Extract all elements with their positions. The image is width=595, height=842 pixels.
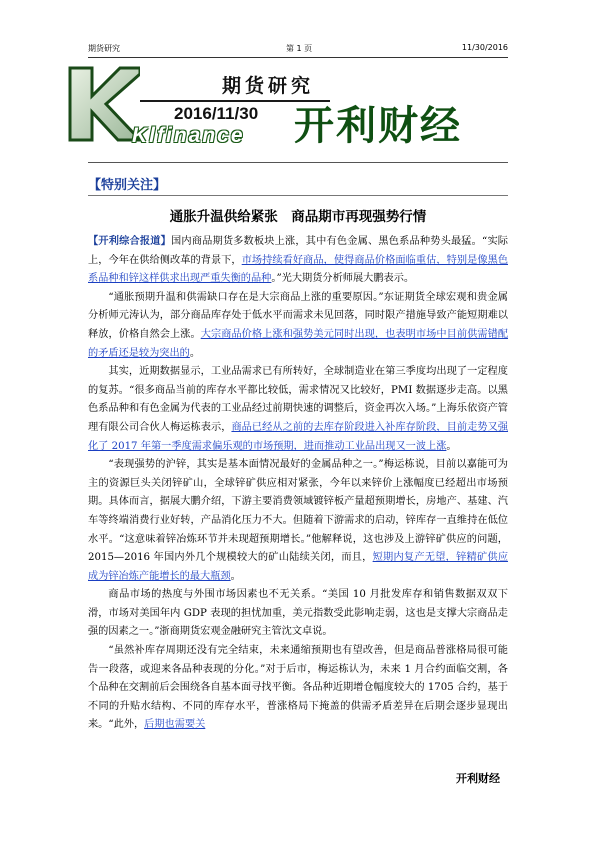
paragraph-text: “表现强势的沪锌，其实是基本面情况最好的金属品种之一。”梅运栋说，目前以嘉能可为主的资源巨头关闭锌矿山，全球锌矿供应相对紧张，今年以来锌价上涨幅度已经超出市场预期。具体而言，据展大鹏介绍，下游主要消费领域镀锌板产量超预期增长，房地产、基建、汽车等终端消费行业好转，产品消化压力不大。但随着下游需求的启动，锌库存一直维持在低位水平。“这意味着锌冶炼环节并未现超预期增长。”他解释说，这也涉及上游锌矿供应的问题，2015—2016 年国内外几个规模较大的矿山陆续关闭，而且， <box>88 459 508 564</box>
brand-english-name: Klfinance <box>132 124 245 147</box>
article-title: 通胀升温供给紧张 商品期市再现强势行情 <box>169 209 427 225</box>
header-divider <box>88 57 508 58</box>
section-label: 【特别关注】 <box>88 178 167 193</box>
article-paragraph <box>88 456 508 586</box>
article-paragraph <box>88 363 508 456</box>
highlighted-link-text[interactable]: 商品已经从之前的去库存阶段进入补库存阶段，目前走势又强化了 2017 年第一季度需求偏乐观的市场预期，进而推动工业品出现又一波上涨 <box>88 421 509 452</box>
header-date: 11/30/2016 <box>461 43 508 52</box>
highlighted-link-text[interactable]: 市场持续看好商品，使得商品价格面临重估，特别是像黑色系品种和锌这样供求出现严重失衡的品种 <box>88 254 509 285</box>
running-header <box>88 43 508 57</box>
highlighted-link-text[interactable]: 大宗商品价格上涨和强势美元同时出现，也表明市场中目前供需错配的矛盾还是较为突出的 <box>88 328 509 359</box>
footer-brand: 开利财经 <box>456 772 500 785</box>
article-paragraph <box>88 642 508 735</box>
section-divider <box>88 195 508 196</box>
article-paragraph <box>88 289 508 363</box>
highlighted-link-text[interactable]: 短期内复产无望，锌精矿供应成为锌冶炼产能增长的最大瓶颈 <box>88 552 509 582</box>
paragraph-text: 其实，近期数据显示，工业品需求已有所转好，全球制造业在第三季度均出现了一定程度的复苏。“很多商品当前的库存水平都比较低，需求情况又比较好，PMI 数据逐步走高。以黑色系品种和有色金属为代表的工业品经过前期快速的调整后，资金再次入场。”上海乐依资产管理有限公司合伙人梅运栋表示， <box>88 366 508 433</box>
article-body <box>88 232 508 735</box>
masthead-divider <box>88 162 508 163</box>
k-logo-icon <box>66 66 140 144</box>
paragraph-text: 。 <box>446 440 457 452</box>
brand-main-title: 开利财经 <box>294 103 462 149</box>
paragraph-text: “虽然补库存周期还没有完全结束，未来通缩预期也有望改善，但是商品普涨格局很可能告一段落，或迎来各品种表现的分化。”对于后市，梅运栋认为，未来 1 月合约面临交割，各个品种在交割前后会围绕各自基本面寻找平衡。各品种近期增仓幅度较大的 1705 合约，基于不同的升贴水结构、不同的库存水平，普涨格局下掩盖的供需矛盾差异在后期会逐步显现出来。“此外， <box>88 645 508 731</box>
paragraph-text: 。 <box>230 570 241 582</box>
brand-chinese-subtitle: 期货研究 <box>222 75 315 97</box>
article-paragraph <box>88 586 508 642</box>
paragraph-text: 。 <box>189 347 201 359</box>
paragraph-text: 商品市场的热度与外围市场因素也不无关系。“美国 10 月批发库存和销售数据双双下滑，市场对美国年内 GDP 表现的担忧加重，美元指数受此影响走弱，这也是支撑大宗商品走强的因素之一。”浙商期货宏观金融研究主管沈文卓说。 <box>88 589 508 638</box>
header-page-number: 第 1 页 <box>286 44 313 53</box>
header-left: 期货研究 <box>88 44 120 53</box>
issue-date: 2016/11/30 <box>174 104 259 123</box>
paragraph-text: 国内商品期货多数板块上涨，其中有色金属、黑色系品种势头最猛。“实际上，今年在供给侧改革的背景下， <box>88 236 508 266</box>
paragraph-text: 。”光大期货分析师展大鹏表示。 <box>271 273 415 285</box>
masthead-logo <box>62 66 532 158</box>
article-paragraph <box>88 232 508 289</box>
paragraph-text: “通胀预期升温和供需缺口存在是大宗商品上涨的重要原因。”东证期货全球宏观和贵金属分析师元涛认为，部分商品库存处于低水平而需求未见回落，同时限产措施导致产能短期难以释放，价格自然会上涨。 <box>88 291 508 340</box>
article-lead-tag: 【开利综合报道】 <box>88 235 171 247</box>
highlighted-link-text[interactable]: 后期也需要关 <box>144 719 206 731</box>
